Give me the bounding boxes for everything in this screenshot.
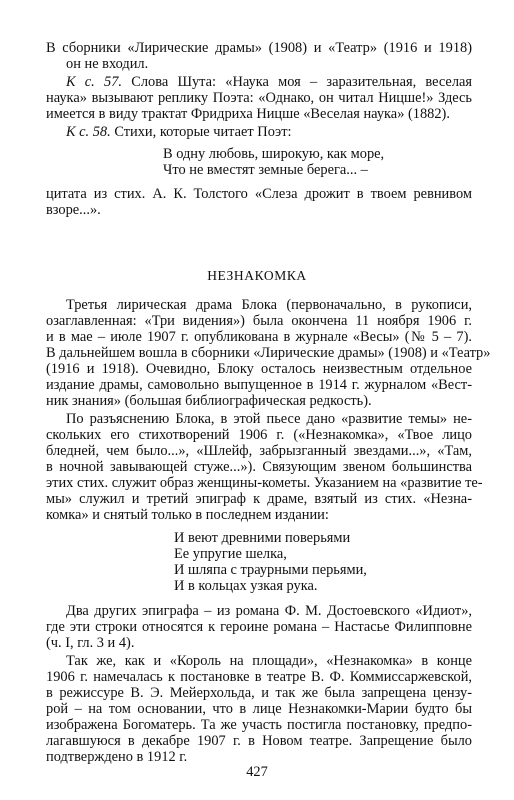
note-ref: К с. 57. [66,74,123,90]
text-line: Третья лирическая драма Блока (первоначально, в рукописи, [66,297,472,313]
text-line: и в мае – июле 1907 г. опубликована в журнале «Весы» (№ 5 – 7). [46,329,472,345]
verse-line: Ее упругие шелка, [174,546,287,562]
text-line: наука» вызывают реплику Поэта: «Однако, он читал Ницше!» Здесь [46,90,472,106]
text-span: Стихи, которые читает Поэт: [110,124,292,140]
text-line: издание драмы, самовольно выпущенное в 1914 г. журналом «Вест- [46,377,472,393]
text-line: он не входил. [66,56,149,72]
verse-line: В одну любовь, широкую, как море, [163,146,385,162]
text-line: в режиссуре В. Э. Мейерхольда, и так же была запрещена цензу- [46,685,472,701]
text-line: цитата из стих. А. К. Толстого «Слеза дрожит в твоем ревнивом [46,186,472,202]
section-title: НЕЗНАКОМКА [207,268,307,283]
text-line: (ч. I, гл. 3 и 4). [46,635,135,651]
text-line: Два других эпиграфа – из романа Ф. М. Достоевского «Идиот», [66,603,472,619]
verse-line: И в кольцах узкая рука. [174,578,318,594]
note-58-line [66,124,292,140]
text-line: 1906 г. намечалась к постановке в театре В. Ф. Коммиссаржевской, [46,669,472,685]
text-line: В дальнейшем вошла в сборники «Лирические драмы» (1908) и «Театр» [46,345,491,361]
text-line: бледней, чем было...», «Шлейф, забрызганный звездами...», «Там, [46,443,472,459]
text-line: В сборники «Лирические драмы» (1908) и «Театр» (1916 и 1918) [46,40,472,56]
text-line: подтверждено в 1912 г. [46,749,188,765]
text-line: рой – на том основании, что в лице Незнакомки-Марии будто бы [46,701,472,717]
text-span: Слова Шута: «Наука моя – заразительная, веселая [122,74,473,90]
text-line: изображена Богоматерь. Та же участь постигла постановку, предпо- [46,717,472,733]
text-line: скольких его стихотворений 1906 г. («Незнакомка», «Твое лицо [46,427,472,443]
text-line: где эти строки относятся к героине романа – Настасье Филипповне [46,619,472,635]
text-line: лагавшуюся в декабре 1907 г. в Новом театре. Запрещение было [46,733,472,749]
text-line: взоре...». [46,202,101,218]
note-57-line [66,74,472,90]
text-line: комка» и снятый только в последнем издании: [46,507,329,523]
text-line: (1916 и 1918). Очевидно, Блоку осталось неизвестным отдельное [46,361,472,377]
text-line: Так же, как и «Король на площади», «Незнакомка» в конце [66,653,472,669]
text-line: По разъяснению Блока, в этой пьесе дано «развитие темы» не- [66,411,472,427]
text-line: озаглавленная: «Три видения») была окончена 11 ноября 1906 г. [46,313,472,329]
verse-line: И веют древними поверьями [174,530,351,546]
page-number: 427 [246,764,268,780]
verse-line: Что не вместят земные берега... – [163,162,368,178]
verse-line: И шляпа с траурными перьями, [174,562,367,578]
text-line: имеется в виду трактат Фридриха Ницше «Веселая наука» (1882). [46,106,450,122]
text-line: этих стих. служит образ женщины-кометы. Указанием на «развитие те- [46,475,483,491]
text-line: в ночной завывающей стуже...»). Связующим звеном большинства [46,459,472,475]
text-line: мы» служил и третий эпиграф к драме, взятый из стих. «Незна- [46,491,472,507]
note-ref: К с. 58. [66,124,111,140]
text-line: ник знания» (большая библиографическая редкость). [46,393,372,409]
